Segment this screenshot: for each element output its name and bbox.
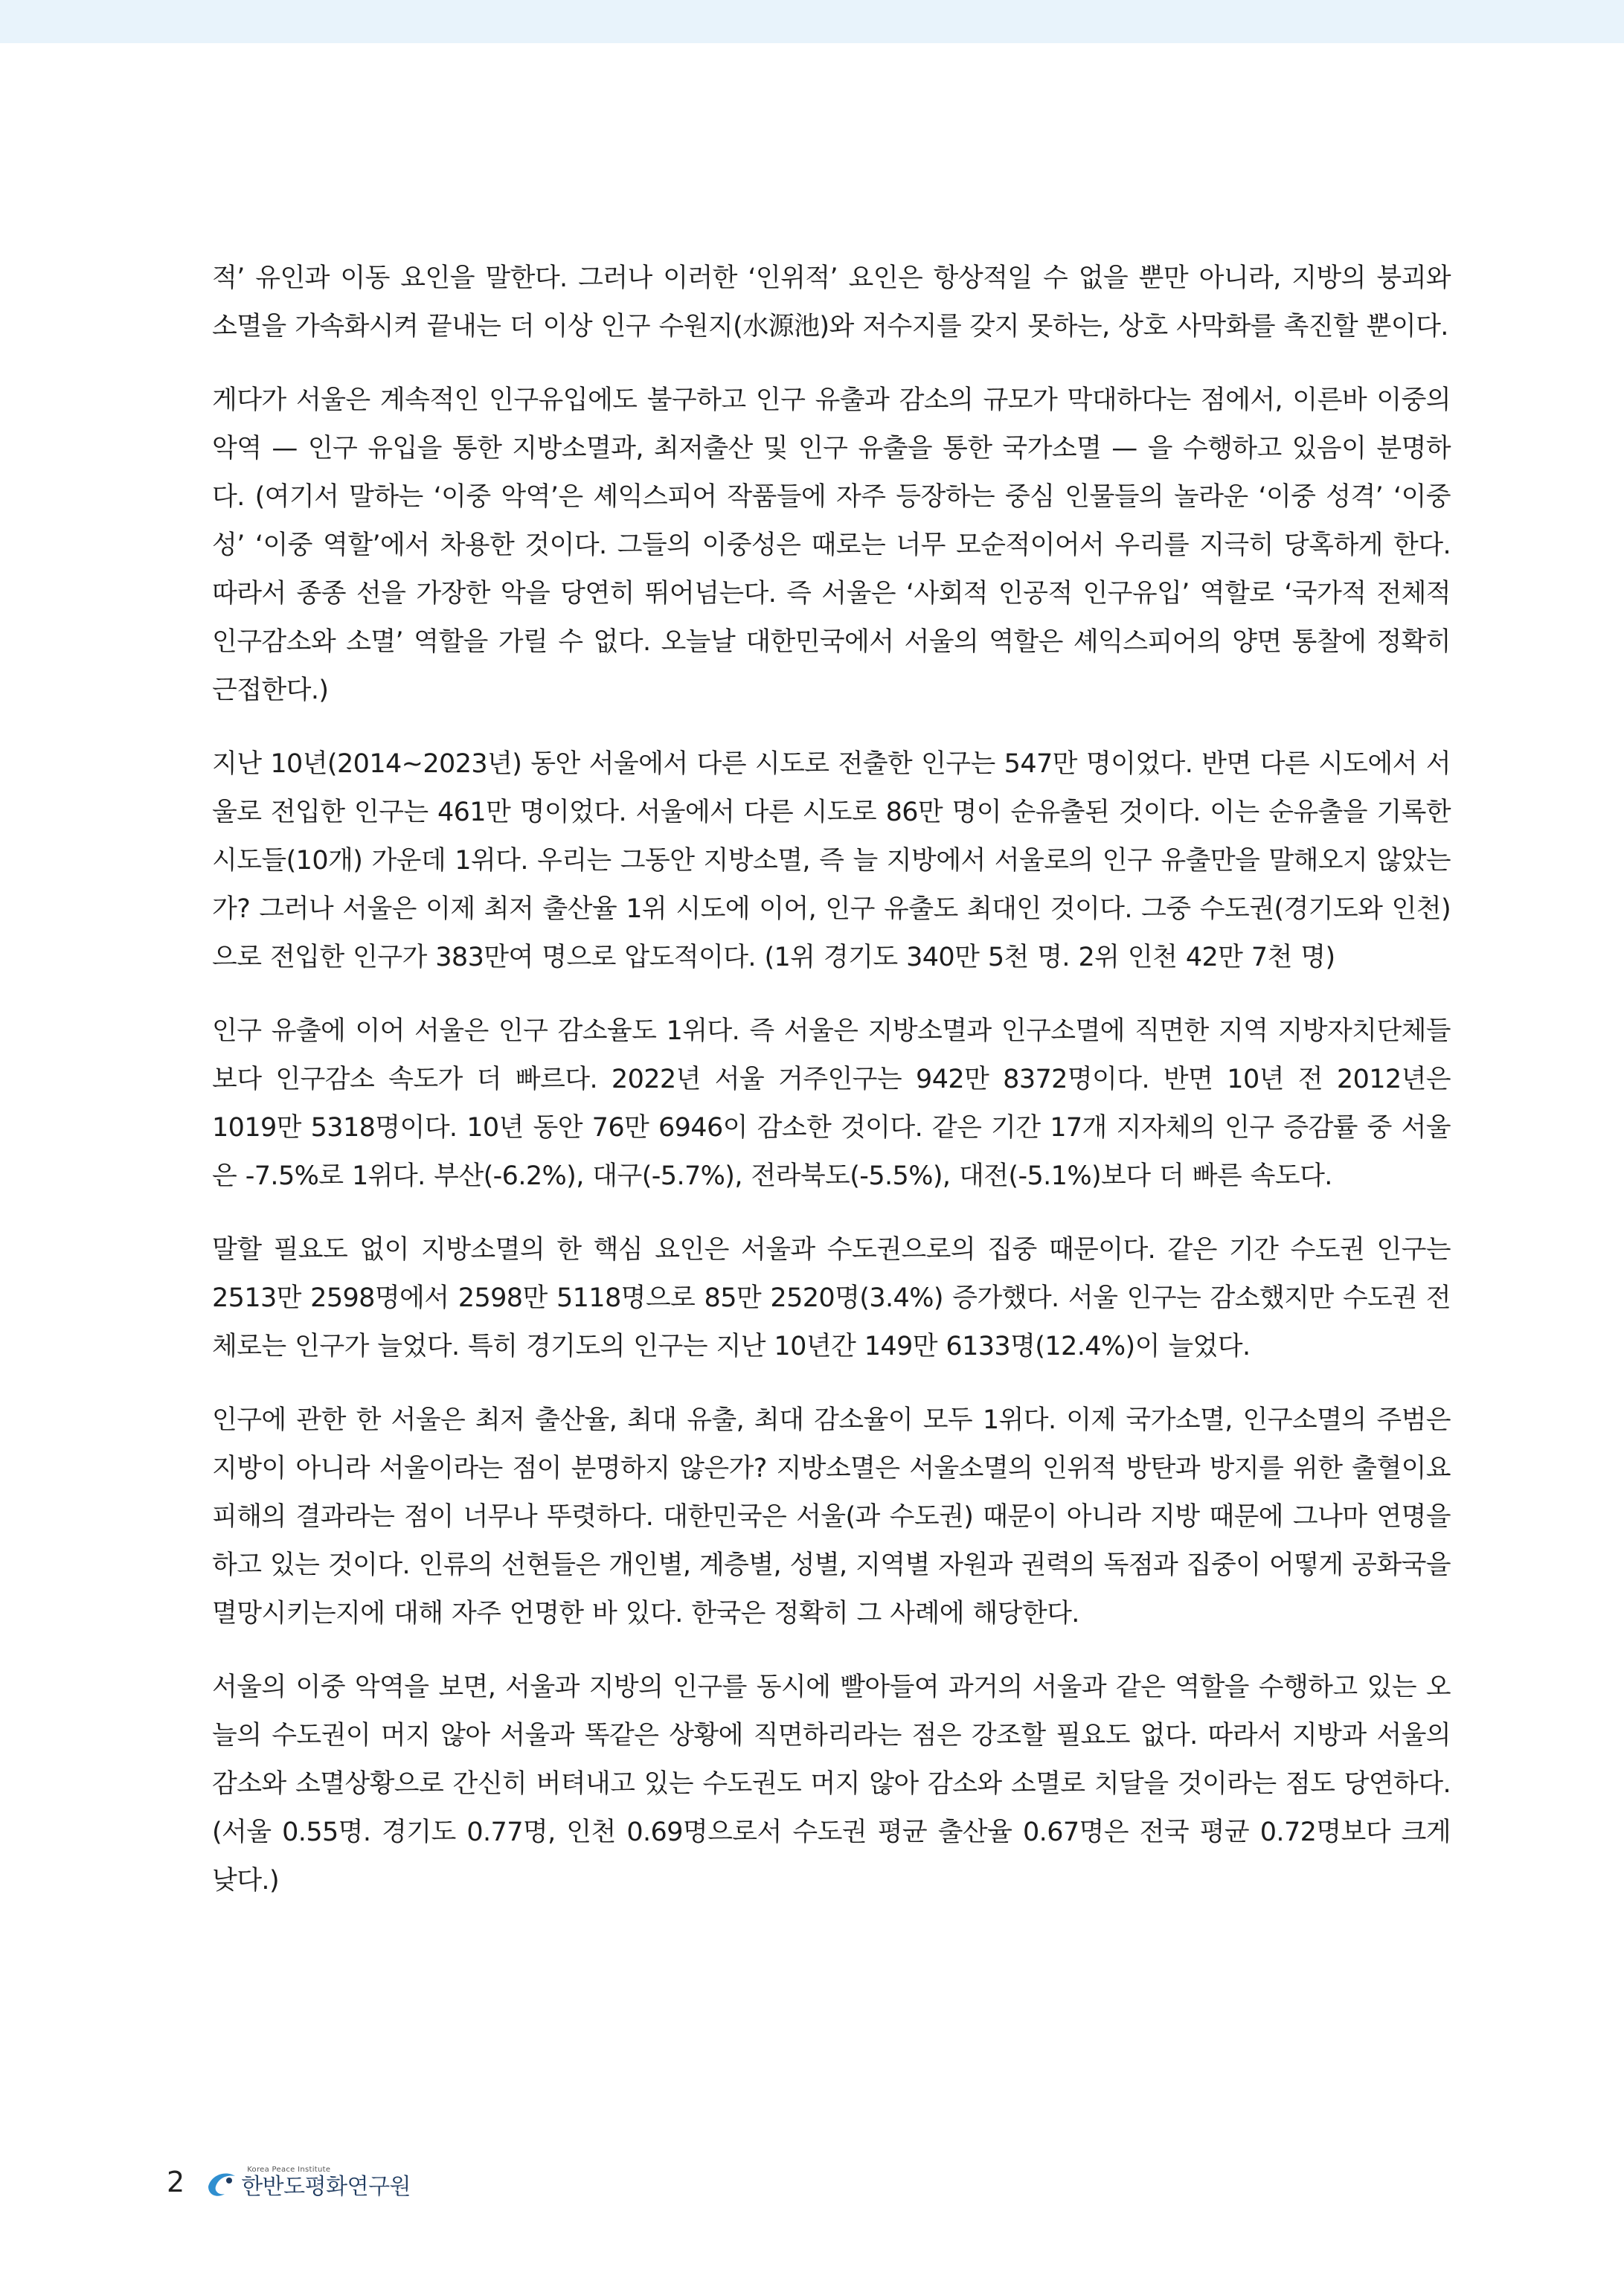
header-band	[0, 0, 1624, 43]
paragraph: 게다가 서울은 계속적인 인구유입에도 불구하고 인구 유출과 감소의 규모가 막대하다는 점에서, 이른바 이중의 악역 — 인구 유입을 통한 지방소멸과, 최저출산 및 인구 유출을 통한 국가소멸 — 을 수행하고 있음이 분명하다. (여기서 말하는 ‘이중 악역’은 셰익스피어 작품들에 자주 등장하는 중심 인물들의 놀라운 ‘이중 성격’ ‘이중성’ ‘이중 역할’에서 차용한 것이다. 그들의 이중성은 때로는 너무 모순적이어서 우리를 지극히 당혹하게 한다. 따라서 종종 선을 가장한 악을 당연히 뛰어넘는다. 즉 서울은 ‘사회적 인공적 인구유입’ 역할로 ‘국가적 전체적 인구감소와 소멸’ 역할을 가릴 수 없다. 오늘날 대한민국에서 서울의 역할은 셰익스피어의 양면 통찰에 정확히 근접한다.)	[212, 385, 1451, 705]
paragraph: 말할 필요도 없이 지방소멸의 한 핵심 요인은 서울과 수도권으로의 집중 때문이다. 같은 기간 수도권 인구는 2513만 2598명에서 2598만 5118명으로 85만 2520명(3.4%) 증가했다. 서울 인구는 감소했지만 수도권 전체로는 인구가 늘었다. 특히 경기도의 인구는 지난 10년간 149만 6133명(12.4%)이 늘었다.	[212, 1235, 1451, 1361]
logo-text	[241, 2166, 411, 2198]
paragraph: 서울의 이중 악역을 보면, 서울과 지방의 인구를 동시에 빨아들여 과거의 서울과 같은 역할을 수행하고 있는 오늘의 수도권이 머지 않아 서울과 똑같은 상황에 직면하리라는 점은 강조할 필요도 없다. 따라서 지방과 서울의 감소와 소멸상황으로 간신히 버텨내고 있는 수도권도 머지 않아 감소와 소멸로 치달을 것이라는 점도 당연하다. (서울 0.55명. 경기도 0.77명, 인천 0.69명으로서 수도권 평균 출산율 0.67명은 전국 평균 0.72명보다 크게 낮다.)	[212, 1672, 1451, 1896]
logo-korean-name: 한반도평화연구원	[241, 2173, 411, 2200]
institute-logo	[204, 2164, 411, 2200]
paragraph: 인구 유출에 이어 서울은 인구 감소율도 1위다. 즉 서울은 지방소멸과 인구소멸에 직면한 지역 지방자치단체들보다 인구감소 속도가 더 빠르다. 2022년 서울 거주인구는 942만 8372명이다. 반면 10년 전 2012년은 1019만 5318명이다. 10년 동안 76만 6946이 감소한 것이다. 같은 기간 17개 지자체의 인구 증감률 중 서울은 -7.5%로 1위다. 부산(-6.2%), 대구(-5.7%), 전라북도(-5.5%), 대전(-5.1%)보다 더 빠른 속도다.	[212, 1016, 1451, 1191]
paragraph: 인구에 관한 한 서울은 최저 출산율, 최대 유출, 최대 감소율이 모두 1위다. 이제 국가소멸, 인구소멸의 주범은 지방이 아니라 서울이라는 점이 분명하지 않은가? 지방소멸은 서울소멸의 인위적 방탄과 방지를 위한 출혈이요 피해의 결과라는 점이 너무나 뚜렷하다. 대한민국은 서울(과 수도권) 때문이 아니라 지방 때문에 그나마 연명을 하고 있는 것이다. 인류의 선현들은 개인별, 계층별, 성별, 지역별 자원과 권력의 독점과 집중이 어떻게 공화국을 멸망시키는지에 대해 자주 언명한 바 있다. 한국은 정확히 그 사례에 해당한다.	[212, 1405, 1451, 1629]
paragraph: 지난 10년(2014~2023년) 동안 서울에서 다른 시도로 전출한 인구는 547만 명이었다. 반면 다른 시도에서 서울로 전입한 인구는 461만 명이었다. 서울에서 다른 시도로 86만 명이 순유출된 것이다. 이는 순유출을 기록한 시도들(10개) 가운데 1위다. 우리는 그동안 지방소멸, 즉 늘 지방에서 서울로의 인구 유출만을 말해오지 않았는가? 그러나 서울은 이제 최저 출산율 1위 시도에 이어, 인구 유출도 최대인 것이다. 그중 수도권(경기도와 인천)으로 전입한 인구가 383만여 명으로 압도적이다. (1위 경기도 340만 5천 명. 2위 인천 42만 7천 명)	[212, 749, 1451, 972]
page-number: 2	[167, 2166, 185, 2198]
bird-swirl-icon	[204, 2164, 240, 2200]
paragraph: 적’ 유인과 이동 요인을 말한다. 그러나 이러한 ‘인위적’ 요인은 항상적일 수 없을 뿐만 아니라, 지방의 붕괴와 소멸을 가속화시켜 끝내는 더 이상 인구 수원지(水源池)와 저수지를 갖지 못하는, 상호 사막화를 촉진할 뿐이다.	[212, 263, 1451, 341]
page-footer	[167, 2156, 411, 2208]
logo-english-name: Korea Peace Institute	[247, 2165, 331, 2174]
document-body	[212, 254, 1451, 1931]
